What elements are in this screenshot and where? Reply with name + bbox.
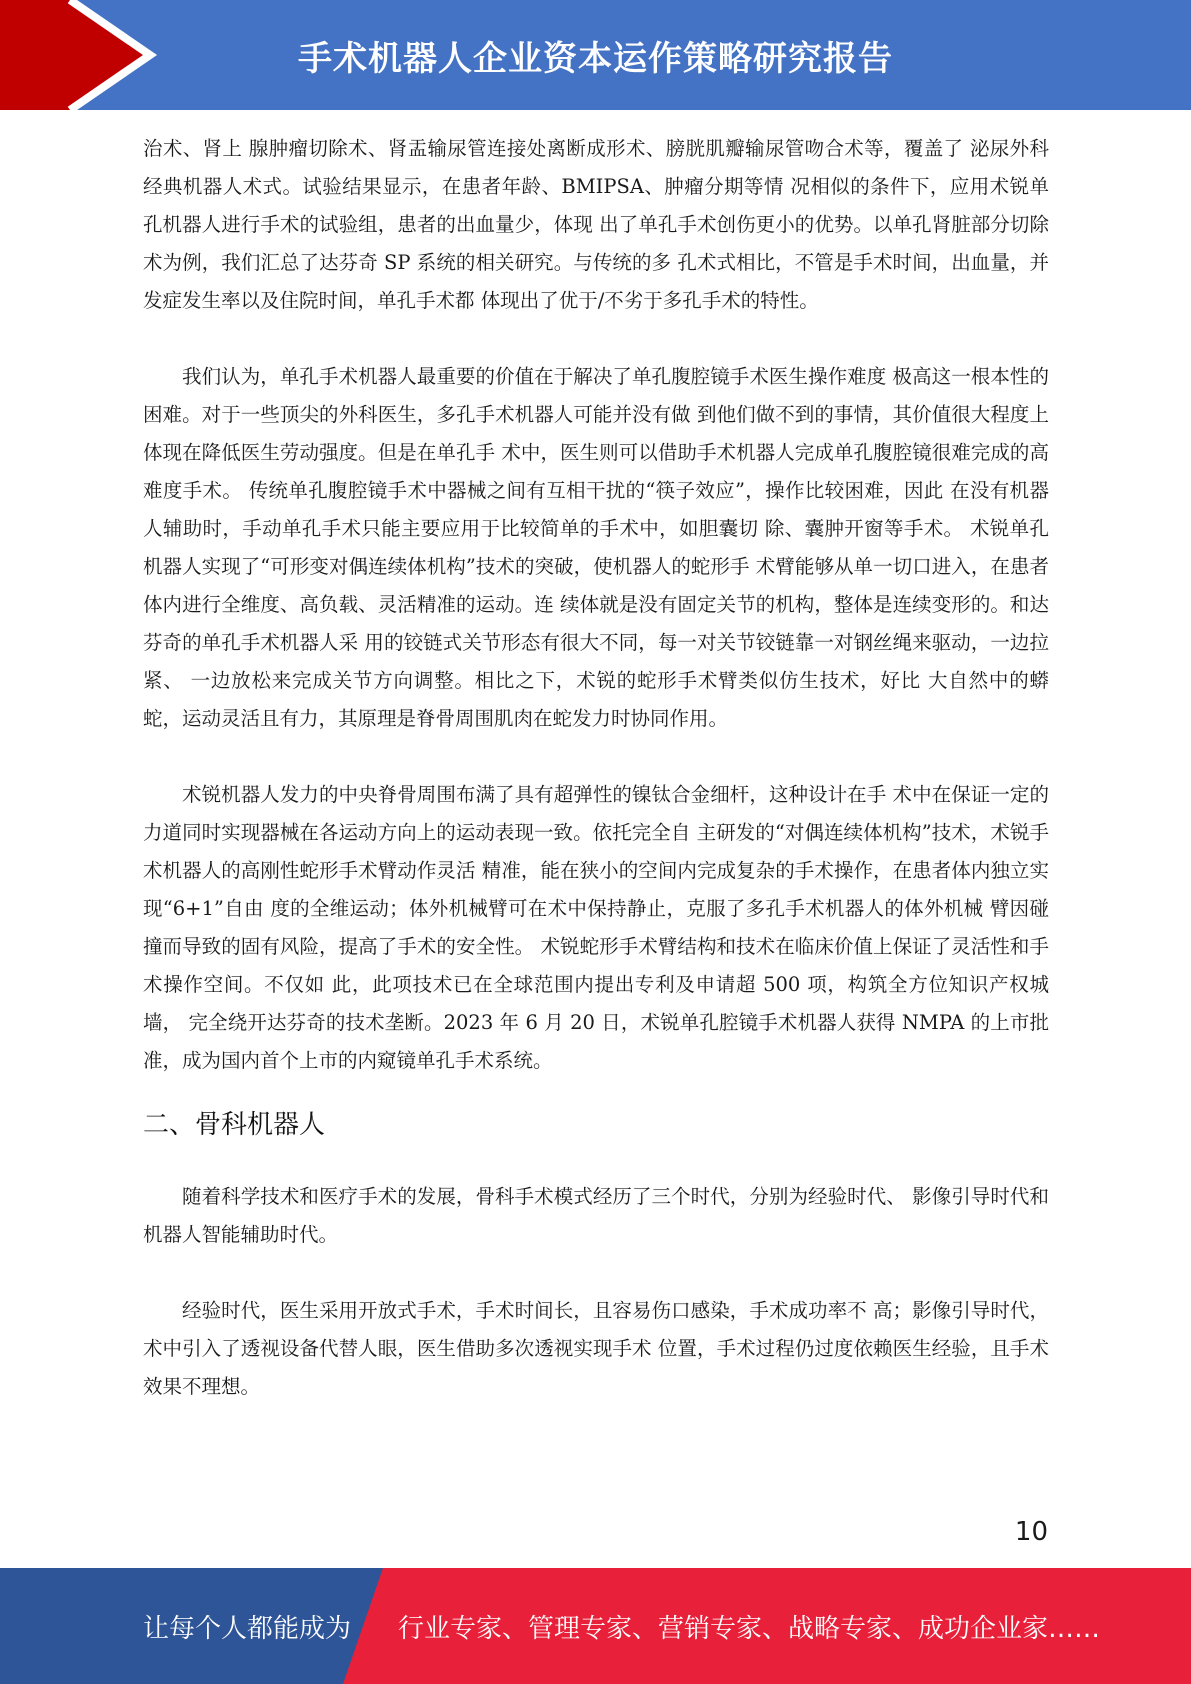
footer-slogan-left: 让每个人都能成为 <box>143 1613 352 1644</box>
page-header <box>0 0 1191 110</box>
page-number: 10 <box>1014 1517 1048 1547</box>
page-content <box>143 130 1049 1444</box>
section-paragraph-1: 随着科学技术和医疗手术的发展，骨科手术模式经历了三个时代，分别为经验时代、 影像引导时代和机器人智能辅助时代。 <box>143 1185 1049 1246</box>
section-heading: 二、骨科机器人 <box>143 1110 326 1140</box>
footer-slogan-right: 行业专家、管理专家、营销专家、战略专家、成功企业家…… <box>398 1613 1101 1644</box>
report-title: 手术机器人企业资本运作策略研究报告 <box>298 38 893 79</box>
section-paragraph-2: 经验时代，医生采用开放式手术，手术时间长，且容易伤口感染，手术成功率不 高；影像引导时代，术中引入了透视设备代替人眼，医生借助多次透视实现手术 位置，手术过程仍过度依赖医生经验，且手术效果不理想。 <box>143 1299 1049 1398</box>
body-paragraph-3: 术锐机器人发力的中央脊骨周围布满了具有超弹性的镍钛合金细杆，这种设计在手 术中在保证一定的力道同时实现器械在各运动方向上的运动表现一致。依托完全自 主研发的“对偶连续体机构”技术，术锐手术机器人的高刚性蛇形手术臂动作灵活 精准，能在狭小的空间内完成复杂的手术操作，在患者体内独立实现“6+1”自由 度的全维运动；体外机械臂可在术中保持静止，克服了多孔手术机器人的体外机械 臂因碰撞而导致的固有风险，提高了手术的安全性。 术锐蛇形手术臂结构和技术在临床价值上保证了灵活性和手术操作空间。不仅如 此，此项技术已在全球范围内提出专利及申请超 500 项，构筑全方位知识产权城墙， 完全绕开达芬奇的技术垄断。2023 年 6 月 20 日，术锐单孔腔镜手术机器人获得 NMPA 的上市批准，成为国内首个上市的内窥镜单孔手术系统。 <box>143 783 1049 1072</box>
body-paragraph-1: 治术、肾上 腺肿瘤切除术、肾盂输尿管连接处离断成形术、膀胱肌瓣输尿管吻合术等，覆盖了 泌尿外科经典机器人术式。试验结果显示，在患者年龄、BMIPSA、肿瘤分期等情 况相似的条件下，应用术锐单孔机器人进行手术的试验组，患者的出血量少，体现 出了单孔手术创伤更小的优势。以单孔肾脏部分切除术为例，我们汇总了达芬奇 SP 系统的相关研究。与传统的多 孔术式相比，不管是手术时间，出血量，并发症发生率以及住院时间，单孔手术都 体现出了优于/不劣于多孔手术的特性。 <box>143 137 1049 312</box>
body-paragraph-2: 我们认为，单孔手术机器人最重要的价值在于解决了单孔腹腔镜手术医生操作难度 极高这一根本性的困难。对于一些顶尖的外科医生，多孔手术机器人可能并没有做 到他们做不到的事情，其价值很大程度上体现在降低医生劳动强度。但是在单孔手 术中，医生则可以借助手术机器人完成单孔腹腔镜很难完成的高难度手术。 传统单孔腹腔镜手术中器械之间有互相干扰的“筷子效应”，操作比较困难，因此 在没有机器人辅助时，手动单孔手术只能主要应用于比较简单的手术中，如胆囊切 除、囊肿开窗等手术。 术锐单孔机器人实现了“可形变对偶连续体机构”技术的突破，使机器人的蛇形手 术臂能够从单一切口进入，在患者体内进行全维度、高负载、灵活精准的运动。连 续体就是没有固定关节的机构，整体是连续变形的。和达芬奇的单孔手术机器人采 用的铰链式关节形态有很大不同，每一对关节铰链靠一对钢丝绳来驱动，一边拉紧、 一边放松来完成关节方向调整。相比之下，术锐的蛇形手术臂类似仿生技术，好比 大自然中的蟒蛇，运动灵活且有力，其原理是脊骨周围肌肉在蛇发力时协同作用。 <box>143 365 1049 730</box>
page-footer <box>0 1568 1191 1684</box>
